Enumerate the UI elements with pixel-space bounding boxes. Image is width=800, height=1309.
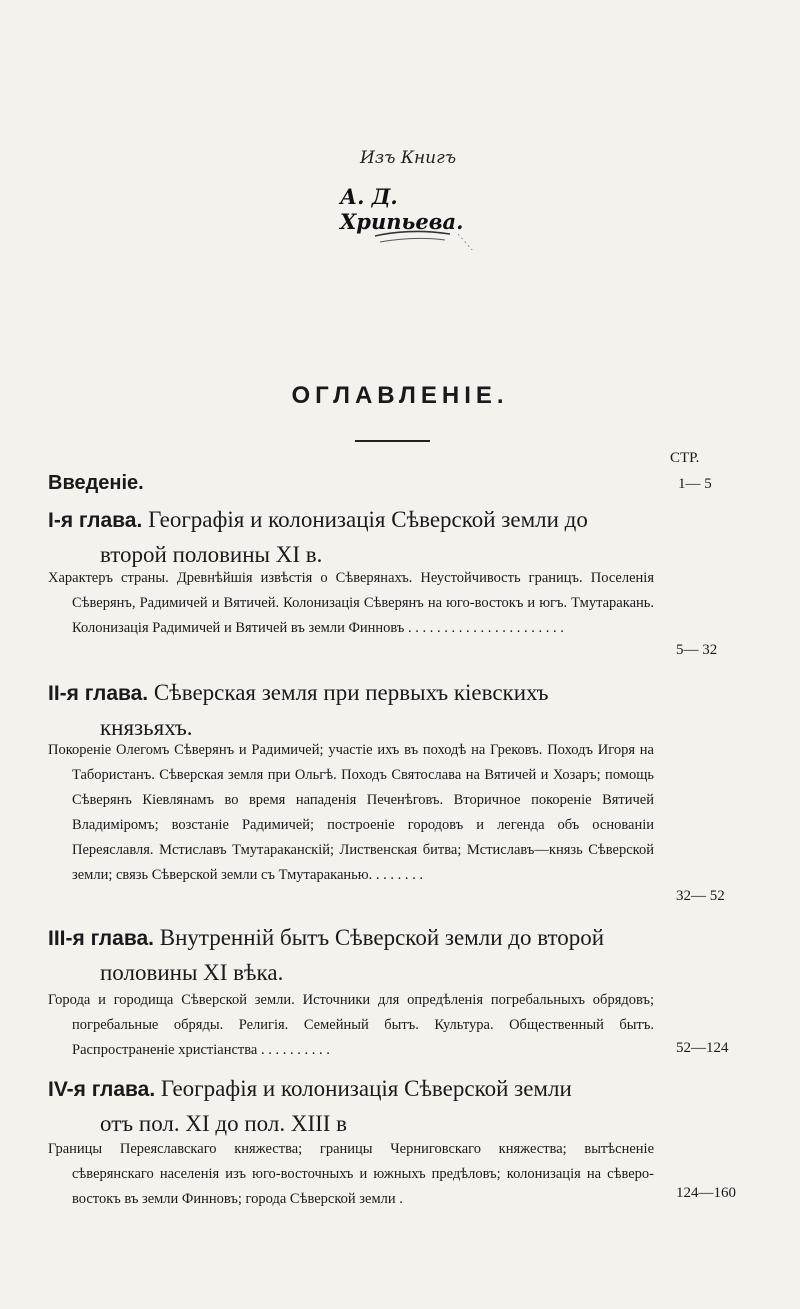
chapter-description-text: Характеръ страны. Древнѣйшія извѣстія о Сѣверянахъ. Неустойчивость границъ. Поселенія Сѣверянъ, Радимичей и Вятичей. Колонизація Сѣверянъ на юго-востокъ и югъ. Тмутаракань. Колонизація Радимичей и Вятичей въ земли Финновъ . . . . . . . . . . . . . . . . . . . . . . [48, 570, 654, 636]
page-column-header: СТР. [670, 450, 700, 466]
chapter-title-line1: Географія и колонизація Сѣверской земли [160, 1076, 572, 1101]
chapter-heading [48, 921, 698, 990]
chapter-pages: 5— 32 [676, 642, 718, 658]
chapter-title-line2: отъ пол. XI до пол. XIII в [100, 1111, 348, 1136]
chapter-pages: 124—160 [676, 1185, 736, 1201]
chapter-pages: 52—124 [676, 1040, 729, 1056]
chapter-title-line1: Географія и колонизація Сѣверской земли до [148, 507, 588, 532]
chapter-description-text: Границы Переяславскаго княжества; границы Черниговскаго княжества; вытѣсненіе сѣверянскаго населенія изъ юго-восточныхъ и южныхъ предѣловъ; колонизація на сѣверо-востокъ въ земли Финновъ; города Сѣверской земли . [48, 1141, 654, 1207]
chapter-description-text: Города и городища Сѣверской земли. Источники для опредѣленія погребальныхъ обрядовъ; погребальные обряды. Религія. Семейный бытъ. Культура. Общественный бытъ. Распространеніе христіанства . . . . . . . . . . [48, 992, 654, 1058]
chapter-heading [48, 676, 698, 745]
chapter-title-line1: Сѣверская земля при первыхъ кіевскихъ [153, 680, 549, 705]
title-divider [355, 440, 430, 442]
chapter-label: III-я глава. [48, 927, 154, 950]
chapter-heading [48, 1072, 698, 1141]
chapter-description [48, 988, 654, 1063]
chapter-description-text: Покореніе Олегомъ Сѣверянъ и Радимичей; участіе ихъ въ походѣ на Грековъ. Походъ Игоря на Табористанъ. Сѣверская земля при Ольгѣ. Походъ Святослава на Вятичей и Хозаръ; помощь Сѣверянъ Кіевлянамъ во время нападенія Печенѣговъ. Вторичное покореніе Вятичей Владиміромъ; возстаніе Радимичей; построеніе городовъ и легенда объ основаніи Переяславля. Мстиславъ Тмутараканскій; Лиственская битва; Мстиславъ—князь Сѣверской земли; связь Сѣверской земли съ Тмутараканью. . . . . . . . [48, 742, 654, 883]
chapter-label: I-я глава. [48, 509, 143, 532]
page-title: ОГЛАВЛЕНІЕ. [291, 382, 509, 409]
chapter-heading [48, 503, 698, 572]
chapter-description [48, 1137, 654, 1212]
introduction-pages: 1— 5 [678, 476, 712, 492]
chapter-description [48, 566, 654, 641]
chapter-pages: 32— 52 [676, 888, 725, 904]
chapter-title-line2: князьяхъ. [100, 715, 193, 740]
stamp-line-2: А. Д. Хрипьева. [340, 184, 464, 234]
chapter-description [48, 738, 654, 888]
ownership-stamp [320, 130, 520, 250]
chapter-title-line1: Внутренній бытъ Сѣверской земли до второй [159, 925, 605, 950]
stamp-line-1: Изъ Книгъ [360, 148, 457, 168]
chapter-title-line2: второй половины XI в. [100, 542, 323, 567]
chapter-label: IV-я глава. [48, 1078, 156, 1101]
introduction-label: Введеніе. [48, 472, 144, 494]
chapter-title-line2: половины XI вѣка. [100, 960, 284, 985]
chapter-label: II-я глава. [48, 682, 149, 705]
